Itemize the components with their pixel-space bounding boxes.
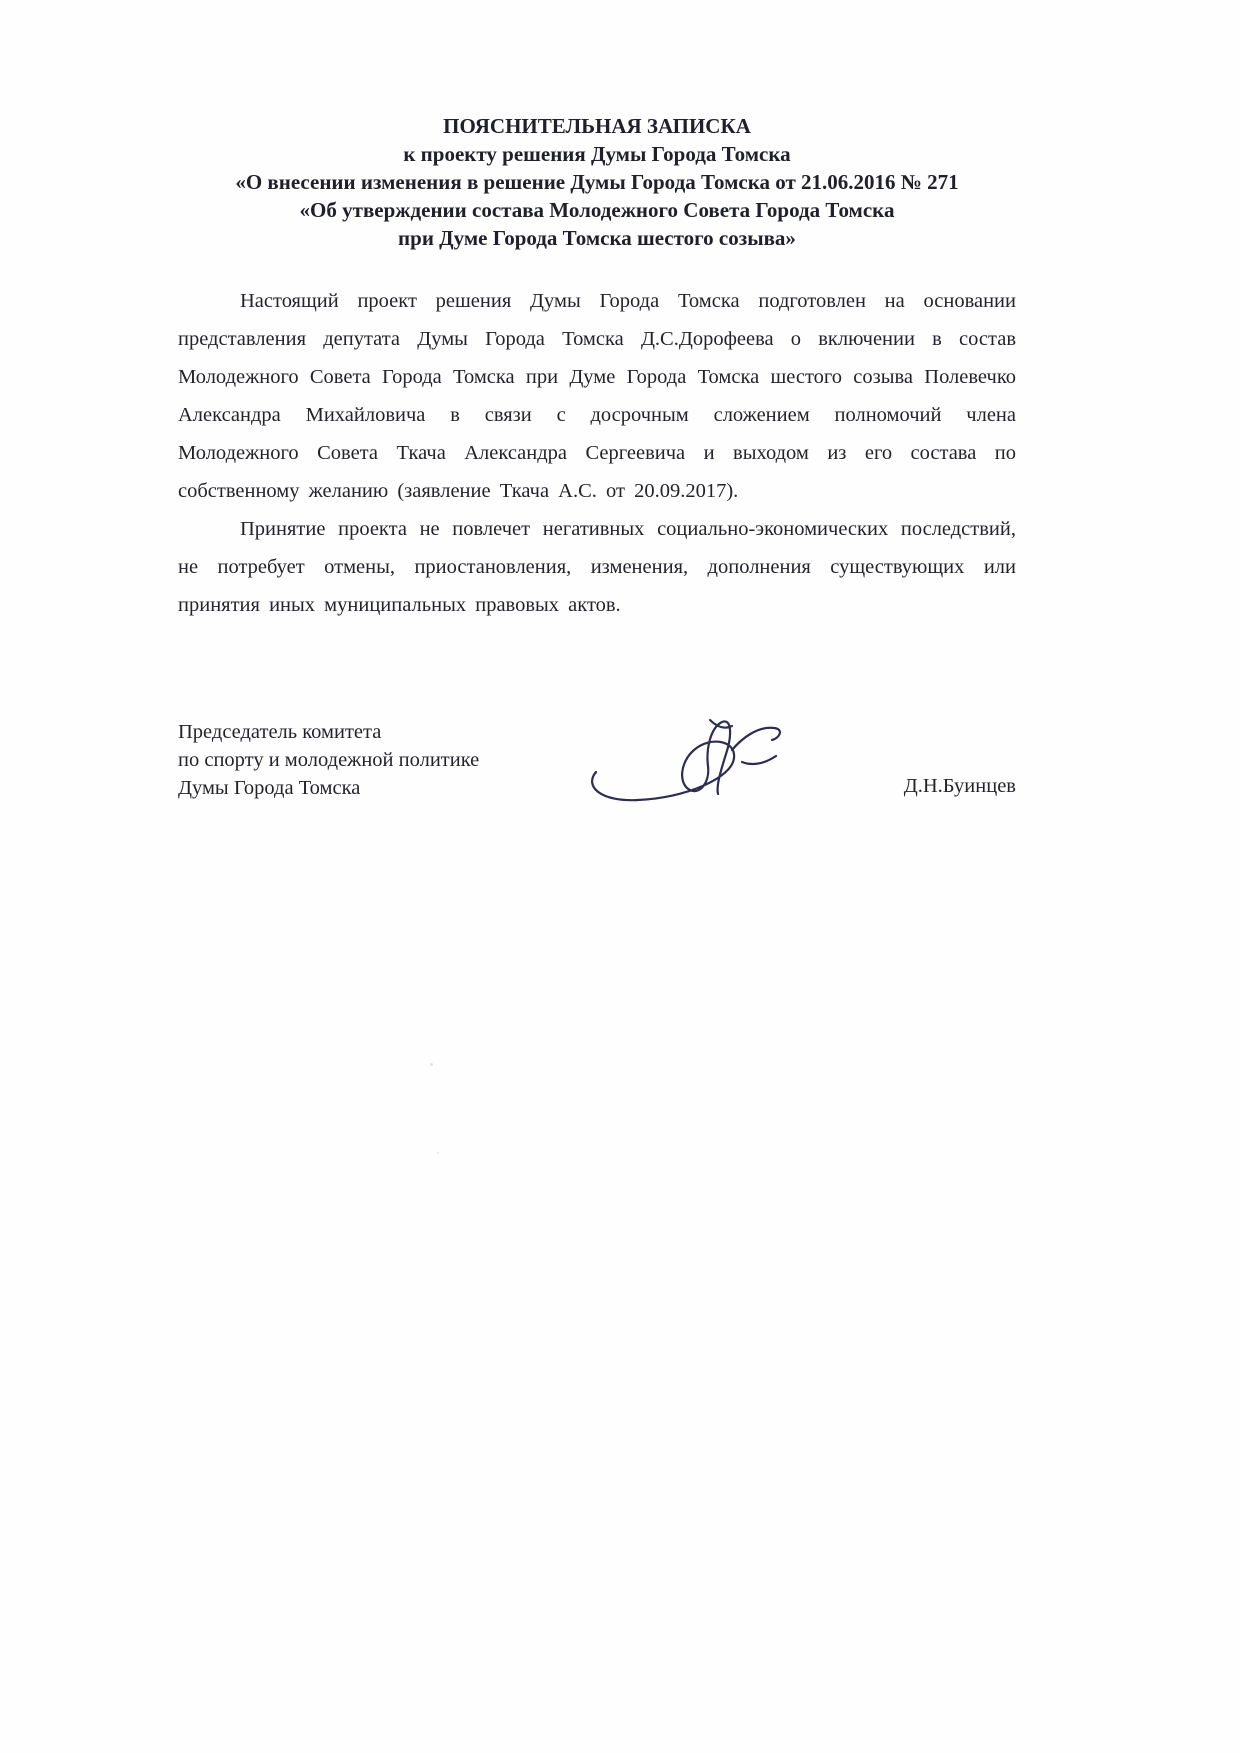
title-line: ПОЯСНИТЕЛЬНАЯ ЗАПИСКА (443, 114, 751, 138)
signature-block (178, 710, 1016, 802)
document-title (178, 112, 1016, 252)
scan-speck (430, 1063, 433, 1066)
scan-speck (437, 1152, 439, 1154)
title-line: к проекту решения Думы Города Томска (403, 142, 791, 166)
signer-position-line: по спорту и молодежной политике (178, 749, 480, 771)
signer-name: Д.Н.Буинцев (903, 775, 1016, 797)
body-paragraph: Настоящий проект решения Думы Города Томска подготовлен на основании представления депутата Думы Города Томска Д.С.Дорофеева о включении в состав Молодежного Совета Города Томска при Думе Города Томска шестого созыва Полевечко Александра Михайловича в связи с досрочным сложением полномочий члена Молодежного Совета Ткача Александра Сергеевича и выходом из его состава по собственному желанию (заявление Ткача А.С. от 20.09.2017). (178, 290, 1016, 502)
handwritten-signature-icon (582, 710, 802, 810)
document-body (178, 282, 1016, 624)
title-line: при Думе Города Томска шестого созыва» (398, 226, 796, 250)
signer-position (178, 718, 479, 802)
title-line: «О внесении изменения в решение Думы Города Томска от 21.06.2016 № 271 (235, 170, 959, 194)
title-line: «Об утверждении состава Молодежного Совета Города Томска (299, 198, 895, 222)
body-paragraph: Принятие проекта не повлечет негативных социально-экономических последствий, не потребует отмены, приостановления, изменения, дополнения существующих или принятия иных муниципальных правовых актов. (178, 518, 1016, 616)
signer-position-line: Думы Города Томска (178, 777, 361, 799)
signer-position-line: Председатель комитета (178, 721, 382, 743)
